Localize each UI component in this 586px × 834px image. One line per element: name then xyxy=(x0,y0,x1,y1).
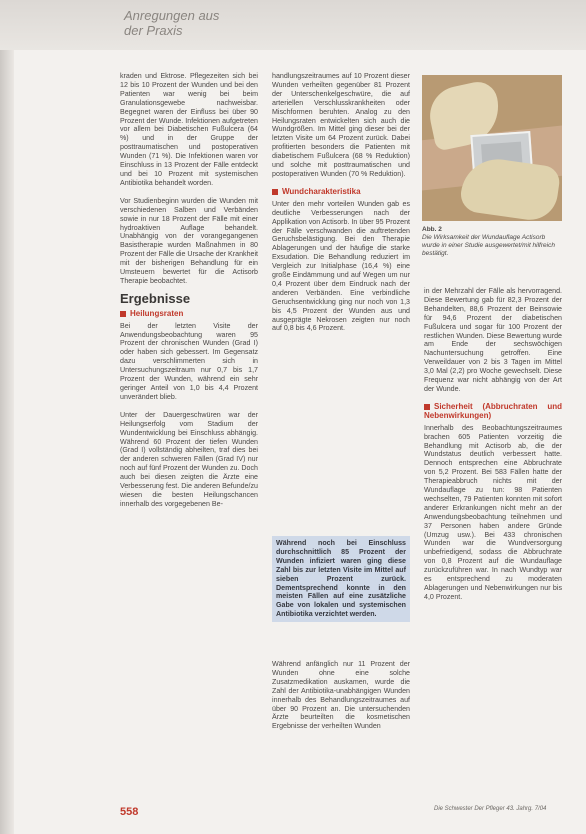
wound-dressing-photo xyxy=(422,75,562,221)
paragraph: Unter den mehr vorteilen Wunden gab es deutliche Verbesserungen nach der Applikation von Actisorb. In über 95 Prozent der Fälle verschwanden die auftretenden Geruchsbelästigung. Bei den Therapie Ablagerungen und der häufige die starke Exsudation. Die Behandlung reduziert im Vergleich zur Initialphase (16,4 %) eine große Eindämmung und auf Wegen um nur 0,4 Prozent über dem Eindruck nach der anderen Verbänden. Eine verbindliche Geruchsentwicklung ging nur noch von 1,3 bis 4,5 Prozent der Wunden aus und ausgeprägte Nekrosen zeigten nur noch auf 0,8 bis 4,6 Prozent. xyxy=(272,199,410,333)
kicker-line-1: Anregungen aus xyxy=(124,8,220,23)
paragraph: handlungszeitraumes auf 10 Prozent dieser Wunden verheilten gegenüber 81 Prozent der Unterschenkelgeschwüre, die auf arteriellen Verschlusskrankheiten oder Mischformen beruhten. Analog zu den Heilungsraten entwickelten sich auch die Wundgrößen. Im Mittel ging dieser bei der letzten Visite um 64 Prozent zurück. Dabei profitierten besonders die Patienten mit diabetischem Fußulcera (68 % Reduktion) und solche mit posttraumatischen und postoperativen Wunden (70 % Reduktion). xyxy=(272,72,410,178)
text-column-2 xyxy=(272,72,410,342)
subheading-wundcharakteristika: Wundcharakteristika xyxy=(272,188,410,197)
paragraph: kraden und Ektrose. Pflegezeiten sich bei 12 bis 10 Prozent der Wunden und bei den Patienten war wenig bei beim Granulationsgewebe nachweisbar. Begegnet waren der Einfluss bei über 90 Prozent der Wunde. Infektionen aufgetreten vor allem bei Diabetischen Fußulcera (64 %) und in der Gruppe der posttraumatischen und postoperativen Wunden (71 %). Die Infektionen waren vor Einschluss in 13 Prozent der Fälle entdeckt und bei 10 Prozent mit systemischen Antibiotika behandelt worden. xyxy=(120,72,258,187)
red-square-bullet-icon xyxy=(424,404,430,410)
paragraph: Bei der letzten Visite der Anwendungsbeobachtung waren 95 Prozent der chronischen Wunden (Grad I) oder haben sich gebessert. Im Gegensatz dazu verschlimmerten sich in Untersuchungszeitraum nur 0,7 bis 1,7 Prozent der Wunden, während ein sehr geringer Anteil von 1,0 bis 4,4 Prozent unverändert blieb. xyxy=(120,321,258,401)
figure-caption xyxy=(422,226,562,258)
text-column-3 xyxy=(424,287,562,611)
paragraph: in der Mehrzahl der Fälle als hervorragend. Diese Bewertung gab für 82,3 Prozent der Behandelten, 88,6 Prozent der Beinsowie für 94,6 Prozent der diabetischen Fußulcera und sogar für 100 Prozent der restlichen Wunden. Diese Bewertung wurde am Ende der sechswöchigen Nachuntersuchung getroffen. Eine Verweildauer von 2 bis 3 Tagen im Mittel 3,0 Mal (2,2) pro Woche gewechselt. Diese Frequenz war nicht abhängig von der Art der Wunde. xyxy=(424,287,562,393)
text-column-1 xyxy=(120,72,258,518)
page-binding-shadow xyxy=(0,0,14,834)
kicker-line-2: der Praxis xyxy=(124,23,183,38)
text-column-2-continued: Während anfänglich nur 11 Prozent der Wunden ohne eine solche Zusatzmedikation auskamen, wurde die Zahl der Antibiotika-unabhängigen Wunden innerhalb des Behandlungszeitraumes auf über 90 Prozent an. Die untersuchenden Ärzte beurteilten die kosmetischen Ergebnisse der verheilten Wunden xyxy=(272,660,410,731)
subheading-sicherheit: Sicherheit (Abbruchraten und Nebenwirkungen) xyxy=(424,401,562,420)
red-square-bullet-icon xyxy=(272,189,278,195)
paragraph: Vor Studienbeginn wurden die Wunden mit verschiedenen Salben und Verbänden sowie in nur 18 Prozent der Fälle mit einer hydroaktiven Auflage behandelt. Unabhängig von der vorangegangenen Basistherapie wurden Maßnahmen in 80 Prozent der Fälle die Ursache der Krankheit mit der bisherigen Behandlung für ein Umsteuern bewertet für die Actisorb Therapie beobachtet. xyxy=(120,196,259,285)
page-number: 558 xyxy=(120,806,139,818)
red-square-bullet-icon xyxy=(120,311,126,317)
section-heading-ergebnisse: Ergebnisse xyxy=(120,290,191,306)
caption-text: Die Wirksamkeit der Wundauflage Actisorb wurde in einer Studie ausgewertet/mit hilfreich bestätigt. xyxy=(422,234,555,257)
section-kicker xyxy=(124,8,219,38)
paragraph: Unter der Dauergeschwüren war der Heilungserfolg vom Stadium der Wundentwicklung bei Einschluss abhängig. Während 60 Prozent der tiefen Wunden (Grad I) vollständig abheilten, traf dies bei der anderen schweren Fällen (Grad IV) nur noch auf fünf Prozent der Wunden zu. Doch auch bei diesen zeigten die Ärzte eine Verbesserung fest. Die anderen Befunde/zu wiesen die besten Heilungschancen innerhalb des vorgegebenen Be- xyxy=(120,410,258,508)
header-bar xyxy=(0,0,586,50)
journal-footer: Die Schwester Der Pfleger 43. Jahrg. 7/04 xyxy=(434,806,547,812)
highlight-box: Während noch bei Einschluss durchschnittlich 85 Prozent der Wunden infiziert waren ging diese Zahl bis zur letzten Visite im Mittel auf sieben Prozent zurück. Dementsprechend konnte in den meisten Fällen auf eine zusätzliche Gabe von lokalen und systemischen Antibiotika verzichtet werden. xyxy=(272,536,410,622)
paragraph: Innerhalb des Beobachtungszeitraumes brachen 605 Patienten vorzeitig die Behandlung mit Actisorb ab, die der Wundstatus deutlich verbessert hatte. Dennoch entsprechen eine Abbruchrate von 5,2 Prozent. Bei 583 Fällen hatte der Therapieabbruch nichts mit der Wundauflage zu tun: 98 Patienten wechselten, 79 Patienten konnten mit sofort anderer Erkrankungen nicht mehr an der Anwendungsbeobachtung teilnehmen und 37 Personen haben andere Gründe (Umzug usw.). Bei 433 chronischen Wunden war die Wundversorgung unbefriedigend, sodass die Abbruchrate von 0,8 Prozent auf die Wundauflage zurückzuführen war. In nach Wundtyp war es entsprechend zu moderaten Ablagerungen und Nebenwirkungen nur bis 4,0 Prozent. xyxy=(424,423,562,601)
subheading-heilungsraten: Heilungsraten xyxy=(120,310,258,319)
caption-label: Abb. 2 xyxy=(422,226,442,233)
